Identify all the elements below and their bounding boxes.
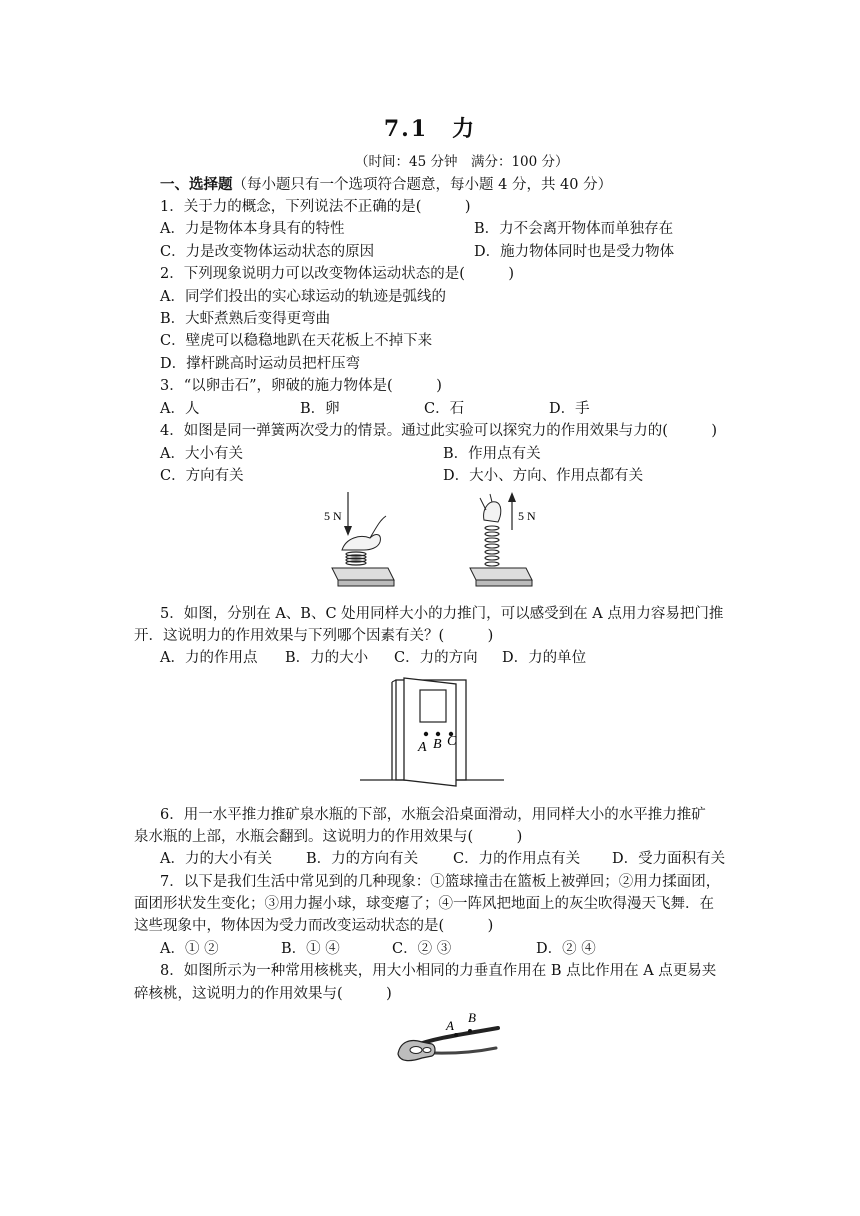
- q3-option-a: A．人: [160, 401, 200, 417]
- spring-figure: [320, 490, 550, 590]
- exam-info: （时间：45 分钟 满分：100 分）: [355, 154, 569, 170]
- q1-option-c: C．力是改变物体运动状态的原因: [160, 244, 375, 260]
- q6-stem-line1: 6．用一水平推力推矿泉水瓶的下部，水瓶会沿桌面滑动，用同样大小的水平推力推矿: [160, 807, 706, 823]
- q7-option-a: A．① ②: [160, 941, 219, 957]
- q2-option-d: D．撑杆跳高时运动员把杆压弯: [160, 356, 361, 372]
- q7-stem-line1: 7．以下是我们生活中常见到的几种现象：①篮球撞击在篮板上被弹回；②用力揉面团，: [160, 874, 721, 890]
- q1-option-b: B．力不会离开物体而单独存在: [474, 221, 674, 237]
- q3-stem: 3．“以卵击石”，卵破的施力物体是( ): [160, 378, 442, 394]
- q3-option-c: C．石: [424, 401, 465, 417]
- section-heading: [160, 174, 612, 196]
- left-force-label: 5 N: [324, 509, 342, 523]
- q6-option-c: C．力的作用点有关: [453, 851, 581, 867]
- door-point-c: C: [447, 734, 457, 749]
- q1-option-d: D．施力物体同时也是受力物体: [474, 244, 675, 260]
- section-title: 一、选择题: [160, 176, 233, 193]
- q5-option-b: B．力的大小: [285, 650, 369, 666]
- q6-option-d: D．受力面积有关: [612, 851, 726, 867]
- q4-option-d: D．大小、方向、作用点都有关: [443, 468, 644, 484]
- q2-option-c: C．壁虎可以稳稳地趴在天花板上不掉下来: [160, 333, 433, 349]
- q5-stem-line2: 开．这说明力的作用效果与下列哪个因素有关？( ): [134, 628, 494, 644]
- q8-stem-line2: 碎核桃，这说明力的作用效果与( ): [134, 986, 392, 1002]
- nutcracker-point-b: B: [468, 1010, 476, 1025]
- q2-stem: 2．下列现象说明力可以改变物体运动状态的是( ): [160, 266, 515, 282]
- right-force-label: 5 N: [518, 509, 536, 523]
- q8-stem-line1: 8．如图所示为一种常用核桃夹，用大小相同的力垂直作用在 B 点比作用在 A 点更易夹: [160, 963, 717, 979]
- q6-option-b: B．力的方向有关: [306, 851, 419, 867]
- compressed-spring-setup: [324, 492, 394, 586]
- door-point-b: B: [433, 737, 442, 752]
- q3-option-b: B．卵: [300, 401, 340, 417]
- q5-stem-line1: 5．如图，分别在 A、B、C 处用同样大小的力推门，可以感受到在 A 点用力容易把门推: [160, 606, 724, 622]
- page-title: 7.1 力: [383, 116, 477, 142]
- q1-option-a: A．力是物体本身具有的特性: [160, 221, 345, 237]
- q4-option-a: A．大小有关: [160, 446, 243, 462]
- stretched-spring-setup: [470, 492, 536, 586]
- q3-option-d: D．手: [549, 401, 590, 417]
- q6-stem-line2: 泉水瓶的上部，水瓶会翻到。这说明力的作用效果与( ): [134, 829, 523, 845]
- q4-option-c: C．方向有关: [160, 468, 244, 484]
- q7-option-d: D．② ④: [536, 941, 596, 957]
- q6-option-a: A．力的大小有关: [160, 851, 272, 867]
- nutcracker-point-a: A: [446, 1018, 454, 1033]
- q7-stem-line3: 这些现象中，物体因为受力而改变运动状态的是( ): [134, 918, 494, 934]
- q4-stem: 4．如图是同一弹簧两次受力的情景。通过此实验可以探究力的作用效果与力的( ): [160, 423, 718, 439]
- nutcracker-figure: [394, 1010, 504, 1070]
- q7-option-c: C．② ③: [392, 941, 452, 957]
- q5-option-c: C．力的方向: [394, 650, 478, 666]
- door-point-a: A: [418, 740, 427, 755]
- q4-option-b: B．作用点有关: [443, 446, 541, 462]
- q5-option-d: D．力的单位: [502, 650, 587, 666]
- section-note: （每小题只有一个选项符合题意，每小题 4 分，共 40 分）: [232, 177, 613, 193]
- q1-stem: 1．关于力的概念，下列说法不正确的是( ): [160, 199, 471, 215]
- q2-option-a: A．同学们投出的实心球运动的轨迹是弧线的: [160, 289, 446, 305]
- q5-option-a: A．力的作用点: [160, 650, 258, 666]
- door-figure: [358, 676, 506, 788]
- q2-option-b: B．大虾煮熟后变得更弯曲: [160, 311, 331, 327]
- q7-option-b: B．① ④: [281, 941, 340, 957]
- q7-stem-line2: 面团形状发生变化；③用力握小球，球变瘪了；④一阵风把地面上的灰尘吹得漫天飞舞．在: [134, 896, 714, 912]
